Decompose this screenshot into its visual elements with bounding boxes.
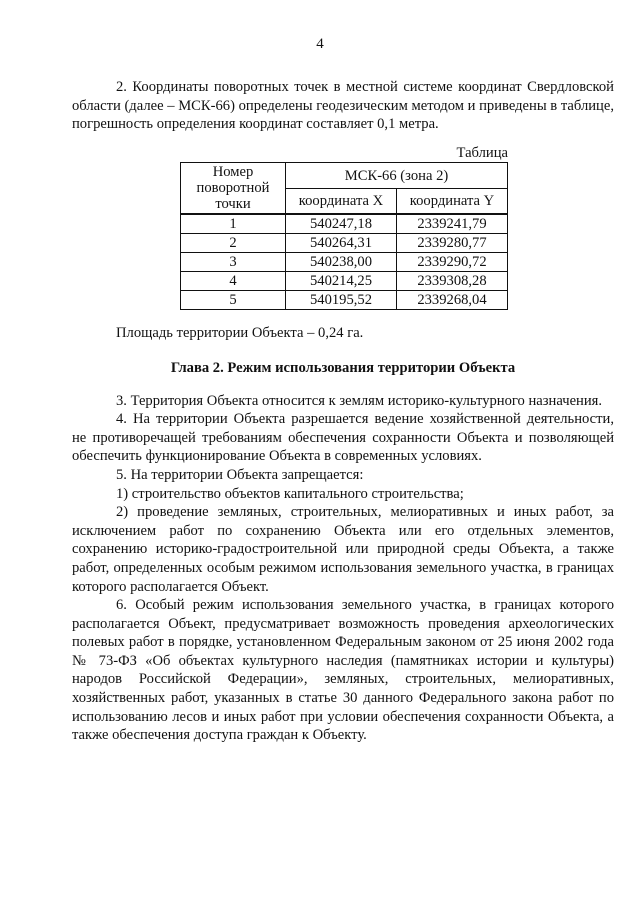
table-row <box>181 291 508 310</box>
point-number: 1 <box>181 214 286 234</box>
coordinate-y: 2339308,28 <box>397 272 508 291</box>
coordinate-x: 540238,00 <box>286 253 397 272</box>
coordinate-y: 2339268,04 <box>397 291 508 310</box>
header-y: координата Y <box>397 188 508 214</box>
coordinate-y: 2339280,77 <box>397 234 508 253</box>
coordinates-table <box>180 162 508 310</box>
coordinate-x: 540195,52 <box>286 291 397 310</box>
header-point-number: Номер поворотной точки <box>181 163 286 215</box>
paragraph-5: 5. На территории Объекта запрещается: <box>116 466 364 483</box>
paragraph-4: 4. На территории Объекта разрешается ведение хозяйственной деятельности, не противоречащей требованиям обеспечения сохранности Объекта и позволяющей обеспечить функционирование Объекта в современных условиях. <box>72 411 614 465</box>
table-row <box>181 234 508 253</box>
coordinate-y: 2339290,72 <box>397 253 508 272</box>
header-x: координата X <box>286 188 397 214</box>
page-number: 4 <box>316 36 324 52</box>
area-statement: Площадь территории Объекта – 0,24 га. <box>116 325 364 342</box>
header-coordinate-system: МСК-66 (зона 2) <box>286 163 508 188</box>
point-number: 3 <box>181 253 286 272</box>
table-row <box>181 253 508 272</box>
paragraph-3: 3. Территория Объекта относится к землям историко-культурного назначения. <box>116 392 603 409</box>
coordinate-x: 540214,25 <box>286 272 397 291</box>
chapter-title: Глава 2. Режим использования территории Объекта <box>170 359 516 376</box>
paragraph-6: 6. Особый режим использования земельного участка, в границах которого располагается Объект, предусматривает возможность проведения археологических полевых работ в порядке, установленном Федеральным законом от 25 июня 2002 года № 73-ФЗ «Об объектах культурного наследия (памятниках истории и культуры) народов Российской Федерации», земляных, строительных, мелиоративных, хозяйственных работ, указанных в статье 30 данного Федерального закона работ по использованию лесов и иных работ при условии обеспечения сохранности Объекта, а также обеспечения доступа граждан к Объекту. <box>72 597 614 744</box>
page-content <box>72 78 614 745</box>
point-number: 4 <box>181 272 286 291</box>
coordinate-x: 540264,31 <box>286 234 397 253</box>
coordinate-x: 540247,18 <box>286 214 397 234</box>
table-row <box>181 272 508 291</box>
list-item-1: 1) строительство объектов капитального строительства; <box>116 485 464 502</box>
coordinate-y: 2339241,79 <box>397 214 508 234</box>
table-caption: Таблица <box>456 144 508 161</box>
list-item-2: 2) проведение земляных, строительных, мелиоративных и иных работ, за исключением работ по сохранению Объекта или его отдельных элементов, сохранению историко-градостроительной или природной среды Объекта, а также работ, определенных особым режимом использования земельного участка, в границах которого располагается Объект. <box>72 504 614 595</box>
point-number: 5 <box>181 291 286 310</box>
table-row <box>181 214 508 234</box>
point-number: 2 <box>181 234 286 253</box>
paragraph-2: 2. Координаты поворотных точек в местной системе координат Свердловской области (далее – МСК-66) определены геодезическим методом и приведены в таблице, погрешность определения координат составляет 0,1 метра. <box>72 79 614 133</box>
